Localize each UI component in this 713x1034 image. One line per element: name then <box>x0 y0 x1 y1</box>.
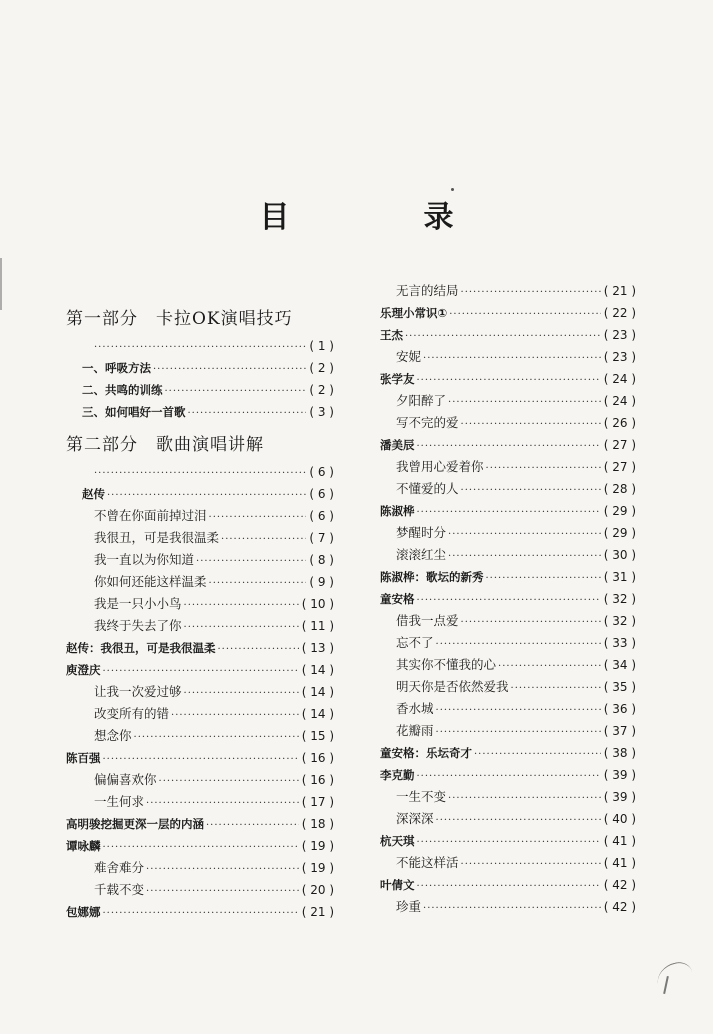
toc-entry <box>66 835 334 857</box>
entry-title: 借我一点爱 <box>396 613 459 628</box>
dot-leader <box>449 304 600 326</box>
entry-title: 叶倩文 <box>380 878 415 892</box>
toc-column-left <box>66 305 334 923</box>
dot-leader <box>103 903 299 925</box>
page-number: ( 13 ) <box>301 641 334 655</box>
entry-title: 你如何还能这样温柔 <box>94 574 207 589</box>
dot-leader <box>171 705 299 727</box>
page-number: ( 17 ) <box>301 795 334 809</box>
dot-leader <box>221 529 306 551</box>
entry-title: 让我一次爱过够 <box>94 684 182 699</box>
dot-leader <box>153 359 306 381</box>
toc-entry <box>66 549 334 571</box>
page-number: ( 39 ) <box>603 768 636 782</box>
entry-title: 其实你不懂我的心 <box>396 657 497 672</box>
entry-title: 谭咏麟 <box>66 839 101 853</box>
dot-leader <box>188 403 307 425</box>
entry-title: 乐理小常识① <box>380 306 448 320</box>
entry-title: 我曾用心爱着你 <box>396 459 484 474</box>
toc-entry <box>66 615 334 637</box>
page-number: ( 24 ) <box>603 372 636 386</box>
entry-title: 不曾在你面前掉过泪 <box>94 508 207 523</box>
dot-leader <box>218 639 299 661</box>
page-number: ( 6 ) <box>309 509 334 523</box>
toc-entry <box>380 434 636 456</box>
entry-title: 写不完的爱 <box>396 415 459 430</box>
page-number: ( 27 ) <box>603 438 636 452</box>
entry-title: 明天你是否依然爱我 <box>396 679 509 694</box>
page-number: ( 6 ) <box>309 465 334 479</box>
entry-title: 陈淑桦：歌坛的新秀 <box>380 570 484 584</box>
toc-entry <box>66 527 334 549</box>
toc-entry <box>66 401 334 423</box>
dot-leader <box>417 766 601 788</box>
dot-leader <box>103 661 299 683</box>
toc-entry <box>66 505 334 527</box>
toc-entry <box>380 676 636 698</box>
page-number: ( 14 ) <box>301 685 334 699</box>
dot-leader <box>486 568 601 590</box>
dot-leader <box>146 793 299 815</box>
toc-entry <box>66 901 334 923</box>
toc-entry <box>380 544 636 566</box>
toc-entry <box>380 654 636 676</box>
entry-title: 想念你 <box>94 728 132 743</box>
page-number: ( 15 ) <box>301 729 334 743</box>
dot-leader <box>417 436 601 458</box>
entry-title: 陈淑桦 <box>380 504 415 518</box>
page-number: ( 19 ) <box>301 839 334 853</box>
dot-leader <box>417 502 601 524</box>
page-title: 目 录 <box>259 200 506 235</box>
dot-leader <box>146 859 299 881</box>
toc-entry <box>380 368 636 390</box>
toc-entry <box>66 357 334 379</box>
dot-leader <box>461 612 601 634</box>
page-number: ( 37 ) <box>603 724 636 738</box>
page-number: ( 26 ) <box>603 416 636 430</box>
entry-title: 王杰 <box>380 328 403 342</box>
entry-title: 珍重 <box>396 899 422 914</box>
toc-entry <box>66 879 334 901</box>
entry-title: 赵传 <box>82 487 105 501</box>
page-number: ( 39 ) <box>603 790 636 804</box>
toc-entry <box>380 852 636 874</box>
page-number: ( 22 ) <box>603 306 636 320</box>
page-number: ( 8 ) <box>309 553 334 567</box>
page-number: ( 40 ) <box>603 812 636 826</box>
entry-title: 包娜娜 <box>66 905 101 919</box>
page-number: ( 16 ) <box>301 773 334 787</box>
page-number: ( 21 ) <box>301 905 334 919</box>
entry-title: 童安格 <box>380 592 415 606</box>
page-number: ( 32 ) <box>603 592 636 606</box>
dot-leader <box>511 678 601 700</box>
dot-leader <box>206 815 299 837</box>
toc-entry <box>66 593 334 615</box>
page-number: ( 23 ) <box>603 328 636 342</box>
entry-title: 二、共鸣的训练 <box>82 383 163 397</box>
dot-leader <box>184 683 299 705</box>
toc-entry <box>380 566 636 588</box>
toc-entry <box>380 456 636 478</box>
toc-entry <box>380 588 636 610</box>
toc-entry <box>380 346 636 368</box>
entry-title: 偏偏喜欢你 <box>94 772 157 787</box>
entry-title: 香水城 <box>396 701 434 716</box>
page-number: ( 30 ) <box>603 548 636 562</box>
entry-title: 高明骏挖掘更深一层的内涵 <box>66 817 204 831</box>
toc-entry <box>380 896 636 918</box>
page-number: ( 36 ) <box>603 702 636 716</box>
dot-leader <box>486 458 601 480</box>
ink-speck <box>451 188 454 191</box>
dot-leader <box>184 617 299 639</box>
toc-entry <box>66 659 334 681</box>
dot-leader <box>417 876 601 898</box>
entry-title: 不懂爱的人 <box>396 481 459 496</box>
toc-entry <box>66 769 334 791</box>
dot-leader <box>417 590 601 612</box>
page-number: ( 31 ) <box>603 570 636 584</box>
page-number: ( 23 ) <box>603 350 636 364</box>
dot-leader <box>448 392 601 414</box>
dot-leader <box>405 326 601 348</box>
dot-leader <box>423 348 601 370</box>
dot-leader <box>94 463 306 485</box>
toc-entry <box>66 571 334 593</box>
dot-leader <box>448 546 601 568</box>
page-number: ( 7 ) <box>309 531 334 545</box>
entry-title: 无言的结局 <box>396 283 459 298</box>
entry-title: 忘不了 <box>396 635 434 650</box>
toc-entry <box>380 720 636 742</box>
pen-scribble <box>654 960 696 998</box>
entry-title: 三、如何唱好一首歌 <box>82 405 186 419</box>
page-number: ( 42 ) <box>603 900 636 914</box>
entry-title: 我很丑，可是我很温柔 <box>94 530 220 545</box>
toc-entry <box>380 280 636 302</box>
toc-entry <box>380 764 636 786</box>
dot-leader <box>159 771 299 793</box>
entry-title: 杭天琪 <box>380 834 415 848</box>
toc-entry <box>66 335 334 357</box>
entry-title: 安妮 <box>396 349 422 364</box>
dot-leader <box>461 414 601 436</box>
entry-title: 滚滚红尘 <box>396 547 447 562</box>
page-number: ( 20 ) <box>301 883 334 897</box>
toc-entry <box>380 698 636 720</box>
entry-title: 不能这样活 <box>396 855 459 870</box>
dot-leader <box>94 337 306 359</box>
entry-title: 夕阳醉了 <box>396 393 447 408</box>
toc-column-right <box>380 280 636 918</box>
toc-entry <box>380 632 636 654</box>
toc-entry <box>66 791 334 813</box>
page-number: ( 14 ) <box>301 707 334 721</box>
entry-title: 童安格：乐坛奇才 <box>380 746 472 760</box>
page-number: ( 38 ) <box>603 746 636 760</box>
toc-entry <box>380 324 636 346</box>
binding-edge-mark <box>0 258 12 310</box>
page-number: ( 2 ) <box>309 361 334 375</box>
toc-entry <box>66 379 334 401</box>
toc-entry <box>380 390 636 412</box>
entry-title: 一、呼吸方法 <box>82 361 151 375</box>
toc-entry <box>380 742 636 764</box>
toc-entry <box>66 681 334 703</box>
dot-leader <box>461 282 601 304</box>
dot-leader <box>103 837 299 859</box>
toc-entry <box>66 813 334 835</box>
dot-leader <box>461 854 601 876</box>
dot-leader <box>461 480 601 502</box>
page-number: ( 33 ) <box>603 636 636 650</box>
page-number: ( 21 ) <box>603 284 636 298</box>
page-number: ( 3 ) <box>309 405 334 419</box>
page-number: ( 24 ) <box>603 394 636 408</box>
dot-leader <box>436 810 601 832</box>
entry-title: 潘美辰 <box>380 438 415 452</box>
page-number: ( 29 ) <box>603 526 636 540</box>
toc-entry <box>66 725 334 747</box>
dot-leader <box>448 524 601 546</box>
dot-leader <box>107 485 306 507</box>
page-number: ( 28 ) <box>603 482 636 496</box>
entry-title: 赵传：我很丑，可是我很温柔 <box>66 641 216 655</box>
dot-leader <box>417 370 601 392</box>
page-number: ( 1 ) <box>309 339 334 353</box>
part-heading: 第二部分 歌曲演唱讲解 <box>66 435 264 455</box>
toc-entry <box>380 830 636 852</box>
page-number: ( 41 ) <box>603 856 636 870</box>
toc-entry <box>380 478 636 500</box>
toc-entry <box>66 461 334 483</box>
page-number: ( 9 ) <box>309 575 334 589</box>
dot-leader <box>436 634 601 656</box>
page-number: ( 41 ) <box>603 834 636 848</box>
page-number: ( 14 ) <box>301 663 334 677</box>
dot-leader <box>165 381 307 403</box>
toc-entry <box>66 637 334 659</box>
page-number: ( 10 ) <box>301 597 334 611</box>
toc-entry <box>380 522 636 544</box>
dot-leader <box>184 595 299 617</box>
entry-title: 花瓣雨 <box>396 723 434 738</box>
page-number: ( 19 ) <box>301 861 334 875</box>
page-number: ( 27 ) <box>603 460 636 474</box>
toc-entry <box>380 786 636 808</box>
dot-leader <box>196 551 306 573</box>
page-number: ( 32 ) <box>603 614 636 628</box>
page-number: ( 35 ) <box>603 680 636 694</box>
page-number: ( 18 ) <box>301 817 334 831</box>
toc-entry <box>380 302 636 324</box>
entry-title: 深深深 <box>396 811 434 826</box>
dot-leader <box>134 727 299 749</box>
page-number: ( 11 ) <box>301 619 334 633</box>
part-heading: 第一部分 卡拉OK演唱技巧 <box>66 309 293 329</box>
dot-leader <box>209 573 307 595</box>
page-number: ( 42 ) <box>603 878 636 892</box>
entry-title: 一生不变 <box>396 789 447 804</box>
dot-leader <box>103 749 299 771</box>
entry-title: 陈百强 <box>66 751 101 765</box>
dot-leader <box>146 881 299 903</box>
dot-leader <box>209 507 307 529</box>
entry-title: 我一直以为你知道 <box>94 552 195 567</box>
toc-entry <box>66 747 334 769</box>
dot-leader <box>474 744 601 766</box>
toc-entry <box>380 874 636 896</box>
toc-entry <box>380 610 636 632</box>
dot-leader <box>417 832 601 854</box>
entry-title: 改变所有的错 <box>94 706 170 721</box>
entry-title: 张学友 <box>380 372 415 386</box>
page-number: ( 2 ) <box>309 383 334 397</box>
entry-title: 李克勤 <box>380 768 415 782</box>
entry-title: 我终于失去了你 <box>94 618 182 633</box>
toc-entry <box>380 500 636 522</box>
toc-entry <box>66 857 334 879</box>
toc-entry <box>380 808 636 830</box>
page-number: ( 29 ) <box>603 504 636 518</box>
entry-title: 千载不变 <box>94 882 145 897</box>
dot-leader <box>436 700 601 722</box>
entry-title: 我是一只小小鸟 <box>94 596 182 611</box>
toc-entry <box>66 703 334 725</box>
page-number: ( 6 ) <box>309 487 334 501</box>
entry-title: 难舍难分 <box>94 860 145 875</box>
dot-leader <box>423 898 601 920</box>
dot-leader <box>498 656 601 678</box>
entry-title: 一生何求 <box>94 794 145 809</box>
page-number: ( 34 ) <box>603 658 636 672</box>
page-number: ( 16 ) <box>301 751 334 765</box>
dot-leader <box>448 788 601 810</box>
toc-entry <box>66 483 334 505</box>
toc-entry <box>380 412 636 434</box>
entry-title: 庾澄庆 <box>66 663 101 677</box>
entry-title: 梦醒时分 <box>396 525 447 540</box>
dot-leader <box>436 722 601 744</box>
